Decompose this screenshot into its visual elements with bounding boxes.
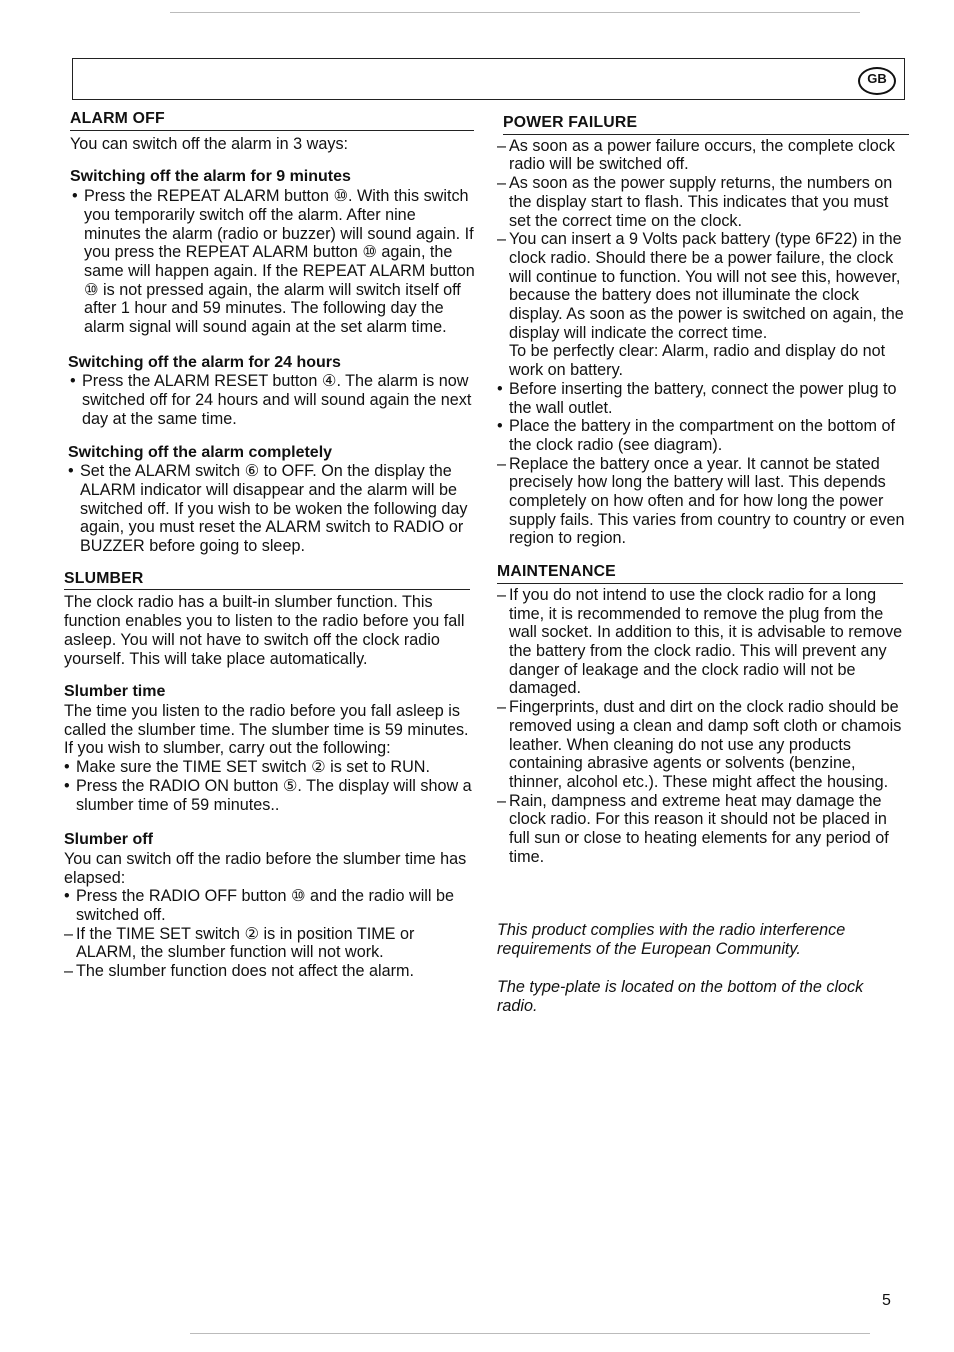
list-text: As soon as a power failure occurs, the complete clock radio will be switched off. — [509, 136, 895, 174]
list-marker: • — [64, 776, 70, 795]
list-item — [64, 962, 476, 981]
list-text: If the TIME SET switch ② is in position TIME or ALARM, the slumber function will not work. — [76, 924, 415, 962]
list-marker: • — [497, 379, 503, 398]
nine-minutes-title: Switching off the alarm for 9 minutes — [70, 168, 351, 186]
list-text: To be perfectly clear: Alarm, radio and display do not work on battery. — [509, 342, 886, 380]
scan-line-top — [170, 12, 860, 13]
header-box-left-rule — [72, 59, 73, 99]
alarm-off-intro: You can switch off the alarm in 3 ways: — [70, 134, 349, 153]
list-text: Press the REPEAT ALARM button ⑩. With this switch you temporarily switch off the alarm. After nine minutes the alarm (radio or buzzer) will sound again. If you press the REPEAT ALARM button ⑩ again, the same will happen again. If the REPEAT ALARM button ⑩ is not pressed again, the alarm will switch itself off after 1 hour and 59 minutes. The following day the alarm signal will sound again at the set alarm time. — [84, 187, 475, 337]
list-text: Place the battery in the compartment on the bottom of the clock radio (see diagram). — [509, 417, 896, 454]
list-marker: • — [68, 462, 74, 481]
power-failure-title: POWER FAILURE — [503, 114, 909, 135]
list-text: If you do not intend to use the clock radio for a long time, it is recommended to remove the plug from the wall socket. In addition to this, it is advisable to remove the battery from the clock radio. This will prevent any danger of leakage and the clock radio will not be damaged. — [509, 585, 903, 698]
list-text: Press the RADIO ON button ⑤. The display will show a slumber time of 59 minutes.. — [76, 776, 472, 814]
list-marker: • — [72, 187, 78, 206]
list-marker: – — [64, 924, 74, 943]
list-item — [497, 342, 909, 379]
list-text: You can insert a 9 Volts pack battery (type 6F22) in the clock radio. Should there be a power failure, the clock will continue to function. You will not see this, however, because the battery does not illuminate the clock display. As soon as the power is switched on again, the display will indicate the correct time. — [509, 230, 904, 342]
list-text: The slumber function does not affect the alarm. — [76, 962, 415, 981]
maintenance-title: MAINTENANCE — [497, 563, 903, 584]
list-marker: – — [497, 585, 507, 604]
list-marker — [497, 342, 509, 379]
country-badge: GB — [858, 67, 896, 95]
list-item — [497, 137, 909, 174]
slumber-title: SLUMBER — [64, 570, 470, 591]
list-text: As soon as the power supply returns, the numbers on the display start to flash. This indicates that you must set the correct time on the clock. — [509, 174, 893, 230]
slumber-section — [64, 570, 476, 981]
compliance-note: This product complies with the radio interference requirements of the European Community. — [497, 921, 846, 959]
scan-line-bottom — [190, 1333, 870, 1334]
list-marker: • — [64, 758, 70, 777]
list-item — [497, 380, 909, 417]
list-item — [497, 417, 909, 454]
list-marker: • — [70, 372, 76, 391]
slumber-intro: The clock radio has a built-in slumber function. This function enables you to listen to the radio before you fall asleep. You will not have to switch off the clock radio yourself. This will take place automatically. — [64, 593, 465, 668]
list-item — [497, 455, 909, 549]
slumber-off-body: You can switch off the radio before the slumber time has elapsed: — [64, 849, 467, 887]
list-item — [64, 758, 476, 777]
header-box — [72, 58, 905, 100]
list-text: Fingerprints, dust and dirt on the clock radio should be removed using a clean and damp soft cloth or chamois leather. When cleaning do not use any products containing abrasive agents or solvents (benzine, thinner, alcohol etc.). These might affect the housing. — [509, 698, 902, 791]
list-item — [64, 887, 476, 924]
list-marker: – — [497, 698, 507, 717]
list-item — [497, 698, 909, 792]
right-column — [497, 114, 909, 1015]
list-marker: – — [497, 791, 507, 810]
list-marker: – — [497, 174, 507, 193]
list-item — [497, 230, 909, 342]
list-item — [497, 586, 909, 698]
completely-title: Switching off the alarm completely — [68, 443, 333, 461]
typeplate-note: The type-plate is located on the bottom of the clock radio. — [497, 977, 864, 1015]
list-item — [64, 777, 476, 814]
list-text: Press the RADIO OFF button ⑩ and the radio will be switched off. — [76, 887, 454, 925]
list-marker: – — [497, 454, 507, 473]
list-item — [497, 792, 909, 867]
list-item — [68, 462, 476, 556]
notes-section — [497, 921, 897, 1015]
list-marker: – — [497, 136, 507, 155]
list-marker: – — [64, 962, 74, 981]
twentyfour-hours-title: Switching off the alarm for 24 hours — [68, 353, 341, 371]
maintenance-section — [497, 563, 909, 866]
list-marker: • — [497, 417, 503, 436]
slumber-time-body: The time you listen to the radio before you fall asleep is called the slumber time. The slumber time is 59 minutes. — [64, 701, 469, 739]
list-marker: – — [497, 230, 507, 249]
list-text: Make sure the TIME SET switch ② is set to RUN. — [76, 758, 430, 777]
power-failure-section — [497, 114, 909, 548]
list-text: Set the ALARM switch ⑥ to OFF. On the display the ALARM indicator will disappear and the alarm will be switched off. If you wish to be woken the following day again, you must reset the ALARM switch to RADIO or BUZZER before going to sleep. — [80, 462, 468, 556]
list-item — [64, 925, 476, 962]
slumber-time-title: Slumber time — [64, 683, 166, 701]
list-text: Replace the battery once a year. It cannot be stated precisely how long the battery will last. This depends completely on how often and for how long the power supply fails. This varies from country to country or even region to region. — [509, 454, 905, 548]
slumber-time-body-2: If you wish to slumber, carry out the following: — [64, 739, 391, 758]
list-marker: • — [64, 887, 70, 906]
list-text: Rain, dampness and extreme heat may damage the clock radio. For this reason it should not be placed in full sun or close to heating elements for any period of time. — [509, 791, 889, 866]
list-text: Before inserting the battery, connect the power plug to the wall outlet. — [509, 379, 897, 417]
list-text: Press the ALARM RESET button ④. The alarm is now switched off for 24 hours and will sound again the next day at the same time. — [82, 372, 472, 428]
alarm-off-title: ALARM OFF — [70, 110, 474, 131]
list-item — [497, 174, 909, 230]
alarm-off-section — [64, 110, 476, 556]
page-number: 5 — [882, 1292, 891, 1309]
list-item — [70, 372, 476, 428]
slumber-off-title: Slumber off — [64, 831, 153, 849]
left-column — [64, 110, 476, 981]
list-item — [72, 187, 476, 337]
